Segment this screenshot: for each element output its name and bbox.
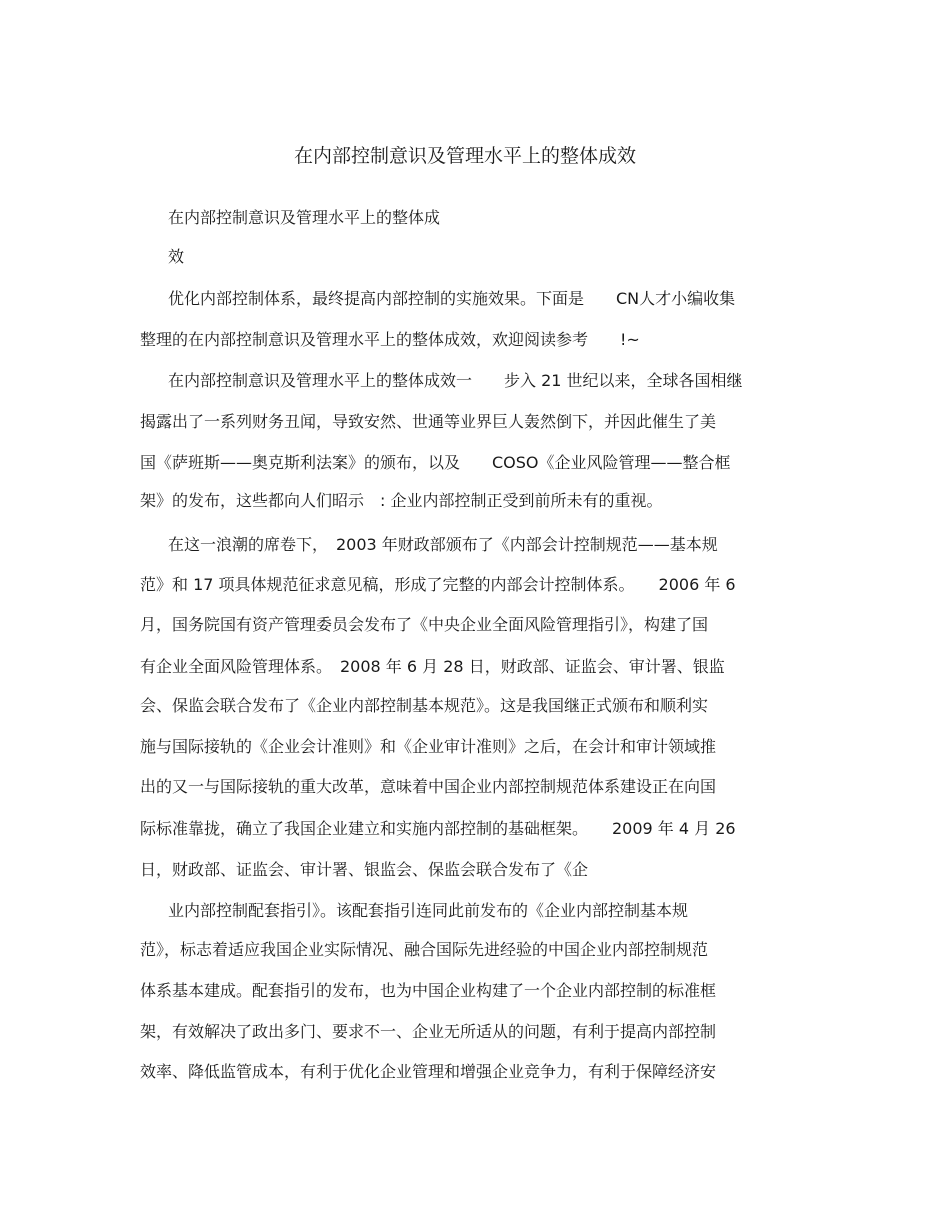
paragraph-line: 会、保监会联合发布了《企业内部控制基本规范》。这是我国继正式颁布和顺利实 [140,696,709,715]
paragraph-line: 体系基本建成。配套指引的发布，也为中国企业构建了一个企业内部控制的标准框 [140,981,717,1000]
subtitle-line-1: 在内部控制意识及管理水平上的整体成 [168,208,441,227]
paragraph-line: 出的又一与国际接轨的重大改革，意味着中国企业内部控制规范体系建设正在向国 [140,777,717,796]
paragraph-line: 月，国务院国有资产管理委员会发布了《中央企业全面风险管理指引》，构建了国 [140,615,709,634]
paragraph-line: 架》的发布，这些都向人们昭示 : 企业内部控制正受到前所未有的重视。 [140,491,663,510]
subtitle-line-2: 效 [168,247,185,266]
paragraph-line: 范》，标志着适应我国企业实际情况、融合国际先进经验的中国企业内部控制规范 [140,940,709,959]
paragraph-line: 整理的在内部控制意识及管理水平上的整体成效，欢迎阅读参考 !~ [140,330,640,349]
paragraph-line: 施与国际接轨的《企业会计准则》和《企业审计准则》之后，在会计和审计领域推 [140,737,717,756]
paragraph-line: 在内部控制意识及管理水平上的整体成效一 步入 21 世纪以来，全球各国相继 [168,371,743,390]
paragraph-line: 业内部控制配套指引》。该配套指引连同此前发布的《企业内部控制基本规 [168,901,689,920]
paragraph-line: 国《萨班斯——奥克斯利法案》的颁布，以及 COSO《企业风险管理——整合框 [140,453,731,472]
paragraph-line: 日，财政部、证监会、审计署、银监会、保监会联合发布了《企 [140,860,589,879]
paragraph-line: 效率、降低监管成本，有利于优化企业管理和增强企业竞争力，有利于保障经济安 [140,1062,717,1081]
paragraph-line: 揭露出了一系列财务丑闻，导致安然、世通等业界巨人轰然倒下，并因此催生了美 [140,412,717,431]
paragraph-line: 际标准靠拢，确立了我国企业建立和实施内部控制的基础框架。 2009 年 4 月 26 [140,819,736,838]
paragraph-line: 范》和 17 项具体规范征求意见稿，形成了完整的内部会计控制体系。 2006 年 6 [140,575,736,594]
paragraph-line: 在这一浪潮的席卷下， 2003 年财政部颁布了《内部会计控制规范——基本规 [168,535,718,554]
paragraph-line: 架，有效解决了政出多门、要求不一、企业无所适从的问题，有利于提高内部控制 [140,1022,717,1041]
paragraph-line: 有企业全面风险管理体系。 2008 年 6 月 28 日，财政部、证监会、审计署、银监 [140,657,725,676]
paragraph-line: 优化内部控制体系，最终提高内部控制的实施效果。下面是 CN人才小编收集 [168,289,736,308]
page-title: 在内部控制意识及管理水平上的整体成效 [293,145,636,167]
